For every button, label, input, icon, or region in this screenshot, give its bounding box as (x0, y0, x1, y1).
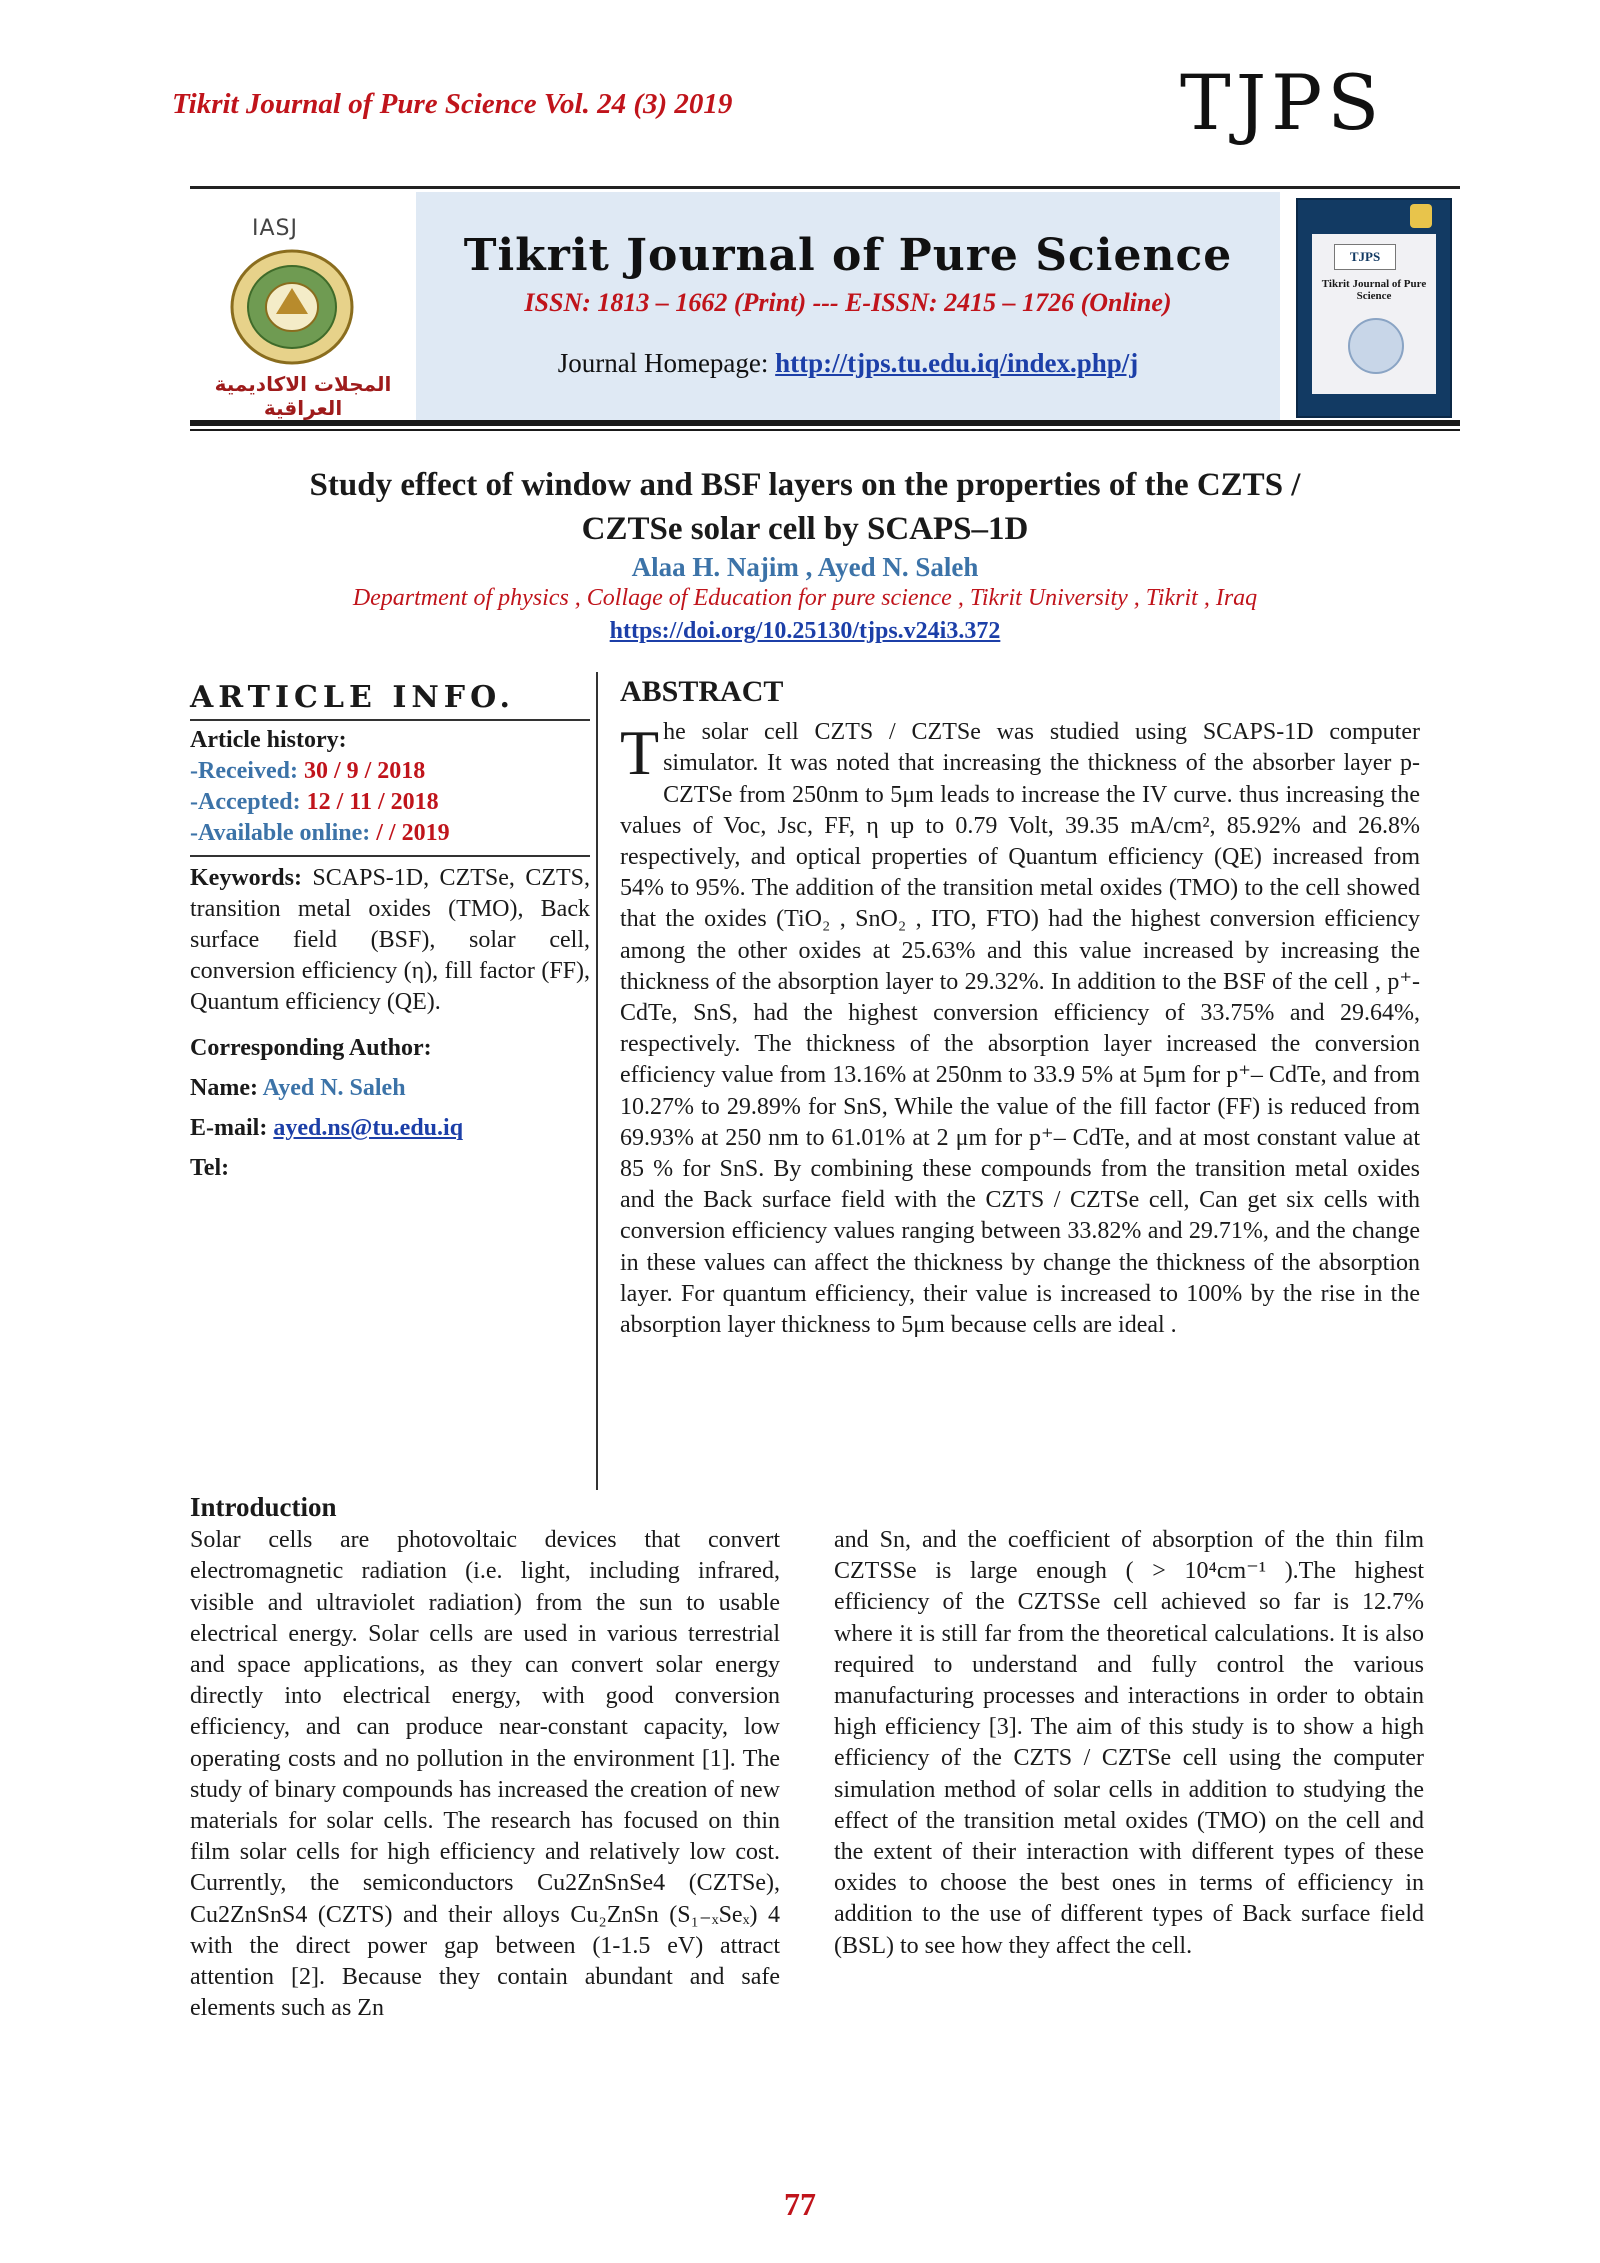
homepage-label: Journal Homepage: (557, 348, 776, 378)
introduction-right-column (834, 1525, 1424, 1962)
email-link[interactable]: ayed.ns@tu.edu.iq (273, 1115, 464, 1141)
author-tel: Tel: (190, 1155, 230, 1181)
paper-doi (170, 618, 1440, 645)
keywords: Keywords: SCAPS-1D, CZTSe, CZTS, transition metal oxides (TMO), Back surface field (BSF), solar cell, conversion efficiency (η), fill factor (FF), Quantum efficiency (QE). (190, 865, 590, 1015)
accepted-date: -Accepted: 12 / 11 / 2018 (190, 789, 439, 815)
homepage-link[interactable]: http://tjps.tu.edu.iq/index.php/j (775, 348, 1139, 378)
journal-cover (1280, 192, 1460, 420)
iasj-logo (190, 192, 416, 420)
online-date: -Available online: / / 2019 (190, 820, 450, 846)
article-info-heading: ARTICLE INFO. (190, 680, 515, 715)
cover-stamp-icon (1348, 318, 1404, 374)
introduction-text-right: and Sn, and the coefficient of absorption of the thin film CZTSSe is large enough ( > 10⁴cm⁻¹ ).The highest efficiency of the CZTSSe cell achieved so far is 12.7% where it is still far from the theoretical calculations. It is also required to understand and fully control the various manufacturing processes and interactions in order to obtain high efficiency [3]. The aim of this study is to show a high efficiency of the CZTS / CZTSe cell using the computer simulation method of solar cells in addition to studying the effect of the transition metal oxides (TMO) on the cell and the extent of their interaction with different types of these oxides to choose the best ones in terms of efficiency in addition to the use of different types of Back surface field (BSL) to see how they affect the cell. (834, 1527, 1424, 1959)
cover-emblem-icon (1410, 204, 1432, 228)
paper-affiliation: Department of physics , Collage of Education for pure science , Tikrit University , Tikrit , Iraq (352, 585, 1258, 611)
abstract-dropcap: T (620, 717, 660, 789)
article-history-heading: Article history: (190, 727, 347, 753)
banner-bottom-rule-thin (190, 429, 1460, 431)
cover-badge: TJPS (1334, 244, 1396, 270)
iasj-seal-icon (228, 248, 356, 366)
received-date: -Received: 30 / 9 / 2018 (190, 758, 426, 784)
journal-name: Tikrit Journal of Pure Science (463, 230, 1233, 281)
corresponding-author: Corresponding Author: Name: Ayed N. Saleh E-mail: ayed.ns@tu.edu.iq Tel: (190, 1028, 590, 1188)
journal-homepage (416, 348, 1280, 379)
introduction-heading: Introduction (190, 1492, 337, 1522)
running-header: Tikrit Journal of Pure Science Vol. 24 (3) 2019 (172, 88, 733, 120)
column-divider (596, 672, 598, 1490)
abstract (620, 676, 1420, 1341)
paper-title: Study effect of window and BSF layers on the properties of the CZTS / CZTSe solar cell by SCAPS–1D (309, 467, 1301, 547)
iasj-label: IASJ (252, 216, 298, 241)
abstract-body: The solar cell CZTS / CZTSe was studied using SCAPS-1D computer simulator. It was noted that increasing the thickness of the absorber layer p-CZTSe from 250nm to 5μm leads to increase the IV curve. thus increasing the values of Voc, Jsc, FF, η up to 0.79 Volt, 39.35 mA/cm², 85.92% and 26.8% respectively, and optical properties of Quantum efficiency (QE) increased from 54% to 95%. The addition of the transition metal oxides (TMO) to the cell showed that the oxides (TiO₂ , SnO₂ , ITO, FTO) had the highest conversion efficiency among the other oxides at 25.63% and this value increased by increasing the thickness of the absorption layer to 29.32%. In addition to the BSF of the cell , p⁺-CdTe, SnS, had the highest conversion efficiency of 33.75% and 29.64%, respectively. The thickness of the absorption layer increased the conversion efficiency value from 13.16% at 250nm to 33.9 5% at 5μm for p⁺– CdTe, and from 10.27% to 29.89% for SnS, While the value of the fill factor (FF) is reduced from 69.93% at 250 nm to 61.01% at 2 μm for p⁺– CdTe, and at most constant value at 85 % for SnS. By combining these compounds from the transition metal oxides and the Back surface field with the CZTS / CZTSe cell, Can get six cells with conversion efficiency values ranging between 33.82% and 29.71%, and the change in these values can affect the thickness by change the thickness of the absorption layer. For quantum efficiency, their value is increased to 100% by the rise in the absorption layer thickness to 5μm because cells are ideal . (620, 717, 1420, 1339)
banner-top-rule (190, 186, 1460, 189)
page-number: 77 (784, 2186, 816, 2222)
banner-center (416, 192, 1280, 420)
journal-banner (190, 192, 1460, 420)
cover-image (1296, 198, 1452, 418)
author-email: E-mail: ayed.ns@tu.edu.iq (190, 1115, 464, 1141)
article-info (190, 682, 590, 1188)
doi-link[interactable]: https://doi.org/10.25130/tjps.v24i3.372 (609, 618, 1001, 644)
abstract-heading: ABSTRACT (620, 675, 784, 708)
introduction-text-left: Solar cells are photovoltaic devices that convert electromagnetic radiation (i.e. light, including infrared, visible and ultraviolet radiation) from the sun to usable electrical energy. Solar cells are used in various terrestrial and space applications, as they can convert solar energy directly into electrical energy, with good conversion efficiency, and can produce near-constant capacity, low operating costs and no pollution in the environment [1]. The study of binary compounds has increased the creation of new materials for solar cells. The research has focused on thin film solar cells for high efficiency and relatively low cost. Currently, the semiconductors Cu2ZnSnSe4 (CZTSe), Cu2ZnSnS4 (CZTS) and their alloys Cu₂ZnSn (S₁₋ₓSeₓ) 4 with the direct power gap between (1-1.5 eV) attract attention [2]. Because they contain abundant and safe elements such as Zn (190, 1527, 780, 2022)
banner-bottom-rule (190, 420, 1460, 426)
author-name: Name: Ayed N. Saleh (190, 1075, 406, 1101)
issn-line: ISSN: 1813 – 1662 (Print) --- E-ISSN: 2415 – 1726 (Online) (524, 288, 1172, 317)
introduction-left-column (190, 1492, 780, 2024)
tjps-logo: TJPS (1180, 58, 1385, 147)
iasj-arabic-name: المجلات الاكاديمية العراقية (214, 372, 392, 420)
cover-title: Tikrit Journal of Pure Science (1321, 278, 1427, 302)
paper-authors: Alaa H. Najim , Ayed N. Saleh (631, 552, 979, 582)
